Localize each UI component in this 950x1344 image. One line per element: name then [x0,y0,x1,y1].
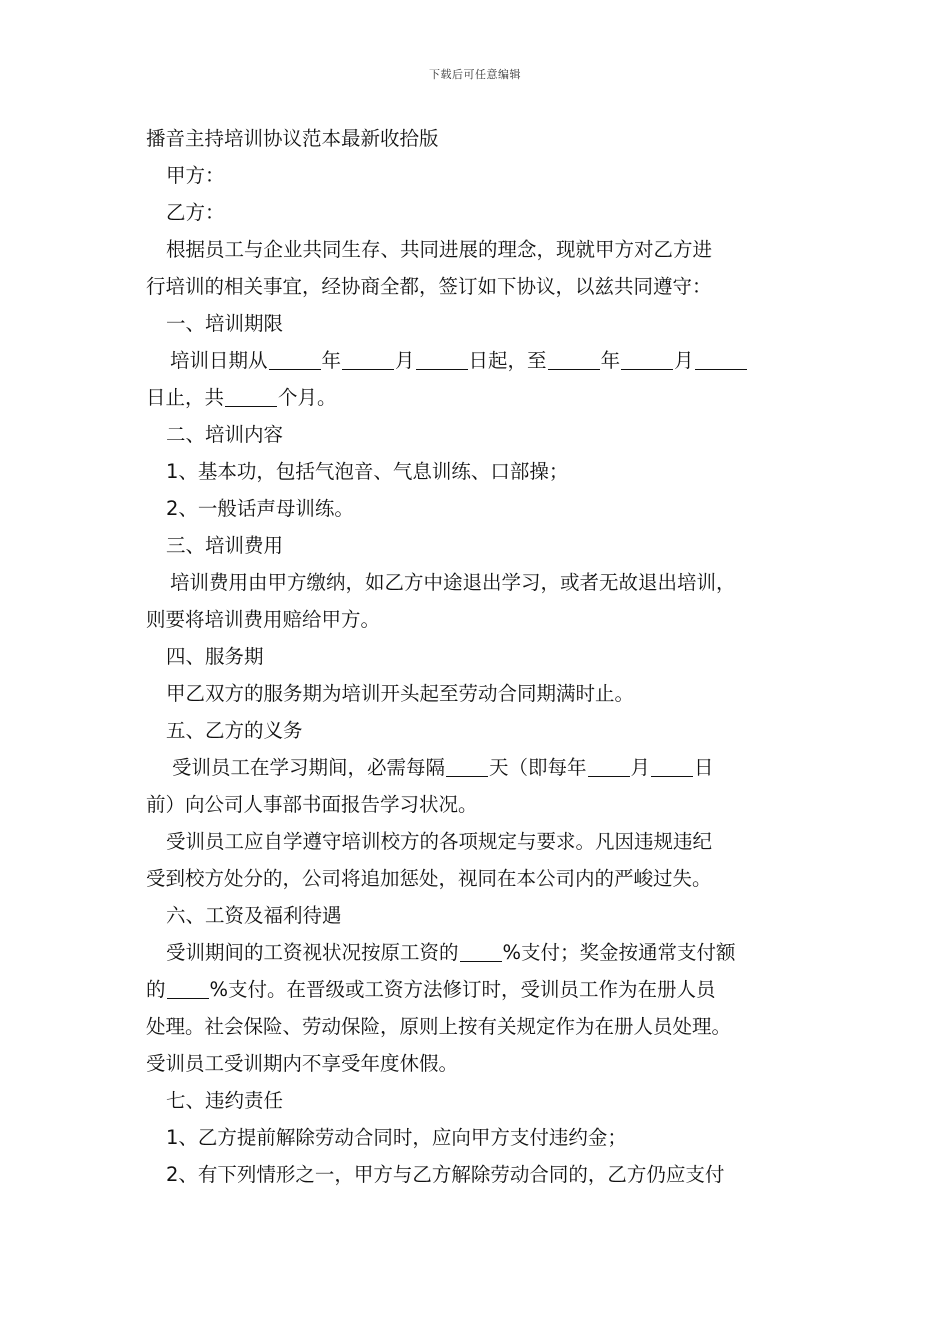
training-content-item-2: 2、一般话声母训练。 [166,497,354,520]
blank-field [695,347,747,370]
text-segment: 日止，共 [146,386,225,409]
blank-field [416,347,468,370]
salary-line-1 [146,934,826,971]
training-fee-line-1: 培训费用由甲方缴纳，如乙方中途退出学习，或者无故退出培训， [170,571,736,594]
text-segment: %支付。在晋级或工资方法修订时，受训员工作为在册人员 [209,978,716,1001]
blank-field [651,754,693,777]
text-segment: 日起，至 [468,349,547,372]
text-segment: %支付；奖金按通常支付额 [502,941,736,964]
text-segment: 培训日期从 [170,349,268,372]
text-segment: 日 [694,756,714,779]
salary-line-3: 处理。社会保险、劳动保险，原则上按有关规定作为在册人员处理。 [146,1015,732,1038]
intro-paragraph-line-1: 根据员工与企业共同生存、共同进展的理念，现就甲方对乙方进 [166,238,713,261]
obligation-line-1 [146,749,826,786]
blank-field [269,347,321,370]
document-title: 播音主持培训协议范本最新收拾版 [146,127,439,150]
party-b-line: 乙方： [166,201,225,224]
section-3-heading: 三、培训费用 [166,534,284,557]
intro-paragraph-line-2: 行培训的相关事宜，经协商全都，签订如下协议，以兹共同遵守： [146,275,712,298]
section-2-heading: 二、培训内容 [166,423,284,446]
training-content-item-1: 1、基本功，包括气泡音、气息训练、口部操； [166,460,569,483]
salary-line-2 [146,971,826,1008]
obligation-line-3: 受训员工应自学遵守培训校方的各项规定与要求。凡因违规违纪 [166,830,713,853]
text-segment: 个月。 [278,386,337,409]
section-5-heading: 五、乙方的义务 [166,719,303,742]
blank-field [548,347,600,370]
text-segment: 年 [600,349,621,372]
section-4-heading: 四、服务期 [166,645,264,668]
text-segment: 受训期间的工资视状况按原工资的 [166,941,459,964]
liability-item-1: 1、乙方提前解除劳动合同时，应向甲方支付违约金； [166,1126,627,1149]
obligation-line-4: 受到校方处分的，公司将追加惩处，视同在本公司内的严峻过失。 [146,867,712,890]
blank-field [588,754,630,777]
blank-field [342,347,394,370]
section-6-heading: 六、工资及福利待遇 [166,904,342,927]
blank-field [446,754,488,777]
service-period-line: 甲乙双方的服务期为培训开头起至劳动合同期满时止。 [166,682,635,705]
blank-field [460,939,502,962]
text-segment: 天（即每年 [489,756,587,779]
liability-item-2: 2、有下列情形之一，甲方与乙方解除劳动合同的，乙方仍应支付 [166,1163,725,1186]
text-segment: 的 [146,978,166,1001]
text-segment: 月 [395,349,415,372]
section-1-heading: 一、培训期限 [166,312,284,335]
section-7-heading: 七、违约责任 [166,1089,284,1112]
document-body [146,120,826,1193]
training-fee-line-2: 则要将培训费用赔给甲方。 [146,608,381,631]
text-segment: 年 [321,349,342,372]
salary-line-4: 受训员工受训期内不享受年度休假。 [146,1052,459,1075]
training-period-line-1 [146,342,826,379]
text-segment: 月 [630,756,651,779]
text-segment: 月 [674,349,694,372]
blank-field [225,384,277,407]
training-period-line-2 [146,379,826,416]
blank-field [167,976,209,999]
text-segment: 受训员工在学习期间，必需每隔 [172,756,446,779]
party-a-line: 甲方： [166,164,225,187]
obligation-line-2: 前）向公司人事部书面报告学习状况。 [146,793,478,816]
header-note: 下载后可任意编辑 [429,68,521,81]
blank-field [621,347,673,370]
